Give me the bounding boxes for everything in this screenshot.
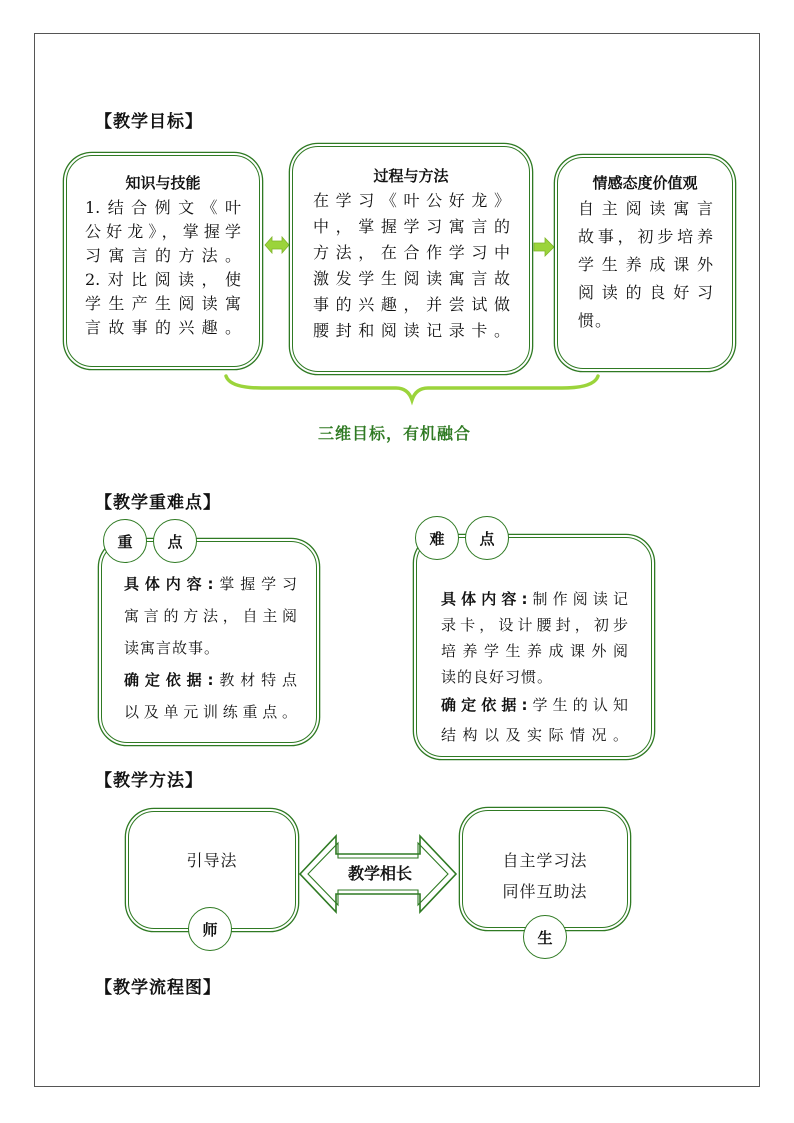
key-content-label: 具体内容:	[124, 575, 215, 593]
knowledge-line: 1.结合例文《叶	[85, 198, 241, 217]
emotion-line: 故事，初步培养	[578, 227, 714, 246]
emotion-values-title: 情感态度价值观	[592, 174, 698, 192]
objectives-summary: 三维目标，有机融合	[318, 424, 472, 443]
key-badge-2: 点	[153, 519, 197, 563]
difficult-content-text: 制作阅读记	[528, 590, 629, 608]
difficult-content-line: 录卡，设计腰封，初步	[441, 616, 629, 634]
key-content-line: 读寓言故事。	[124, 639, 221, 657]
key-content-text: 掌握学习	[214, 575, 298, 593]
emotion-line: 学生养成课外	[578, 255, 714, 274]
process-line: 在学习《叶公好龙》	[313, 191, 511, 210]
knowledge-line: 习寓言的方法。	[85, 246, 241, 265]
emotion-values-box	[557, 157, 733, 369]
emotion-line: 自主阅读寓言	[578, 199, 714, 218]
key-badge-1: 重	[103, 519, 147, 563]
emotion-line: 阅读的良好习	[578, 283, 714, 302]
difficult-basis-line: 结构以及实际情况。	[441, 726, 629, 744]
difficult-basis-label: 确定依据:	[441, 696, 529, 714]
difficult-content-label: 具体内容:	[441, 590, 529, 608]
teacher-method: 引导法	[186, 851, 238, 870]
knowledge-line: 言故事的兴趣。	[85, 318, 241, 337]
emotion-line: 惯。	[578, 311, 613, 330]
process-line: 激发学生阅读寓言故	[313, 269, 511, 288]
knowledge-skills-title: 知识与技能	[125, 174, 201, 192]
process-method-box	[292, 146, 530, 372]
right-arrow-icon	[534, 238, 554, 256]
student-methods	[463, 845, 627, 907]
difficult-points-text	[441, 586, 629, 750]
difficult-badge-2: 点	[465, 516, 509, 560]
key-points-box	[101, 541, 317, 743]
process-line: 中，掌握学习寓言的	[313, 217, 511, 236]
methods-heading: 【教学方法】	[95, 771, 203, 791]
knowledge-skills-box	[66, 155, 260, 367]
difficult-content-line: 培养学生养成课外阅	[441, 642, 629, 660]
keypoints-heading: 【教学重难点】	[95, 493, 221, 513]
process-line: 腰封和阅读记录卡。	[313, 321, 511, 340]
difficult-basis-line	[441, 690, 629, 720]
student-method-box	[462, 810, 628, 928]
process-method-text	[313, 188, 511, 344]
key-content-line: 寓言的方法，自主阅	[124, 607, 298, 625]
key-basis-line: 以及单元训练重点。	[124, 703, 298, 721]
flow-heading: 【教学流程图】	[95, 978, 221, 998]
teacher-badge: 师	[188, 907, 232, 951]
key-basis-text: 教材特点	[214, 671, 298, 689]
knowledge-line: 2.对比阅读，使	[85, 270, 241, 289]
difficult-points-box	[416, 537, 652, 757]
key-content-line	[124, 568, 298, 600]
process-method-title: 过程与方法	[373, 167, 449, 185]
objectives-heading: 【教学目标】	[95, 112, 203, 132]
brace-icon	[222, 374, 602, 402]
difficult-badge-1: 难	[415, 516, 459, 560]
student-badge: 生	[523, 915, 567, 959]
key-basis-label: 确定依据:	[124, 671, 215, 689]
process-line: 事的兴趣，并尝试做	[313, 295, 511, 314]
student-method: 自主学习法	[502, 851, 588, 870]
key-points-text	[124, 568, 298, 728]
key-basis-line	[124, 664, 298, 696]
knowledge-line: 公好龙》，掌握学	[85, 222, 241, 241]
student-method: 同伴互助法	[502, 882, 588, 901]
center-label: 教学相长	[347, 864, 412, 883]
emotion-values-text	[578, 195, 714, 335]
double-arrow-icon	[265, 236, 289, 254]
difficult-basis-text: 学生的认知	[528, 696, 629, 714]
difficult-content-line	[441, 586, 629, 612]
process-line: 方法，在合作学习中	[313, 243, 511, 262]
knowledge-skills-text	[85, 196, 241, 340]
difficult-content-line: 读的良好习惯。	[441, 668, 554, 686]
knowledge-line: 学生产生阅读寓	[85, 294, 241, 313]
